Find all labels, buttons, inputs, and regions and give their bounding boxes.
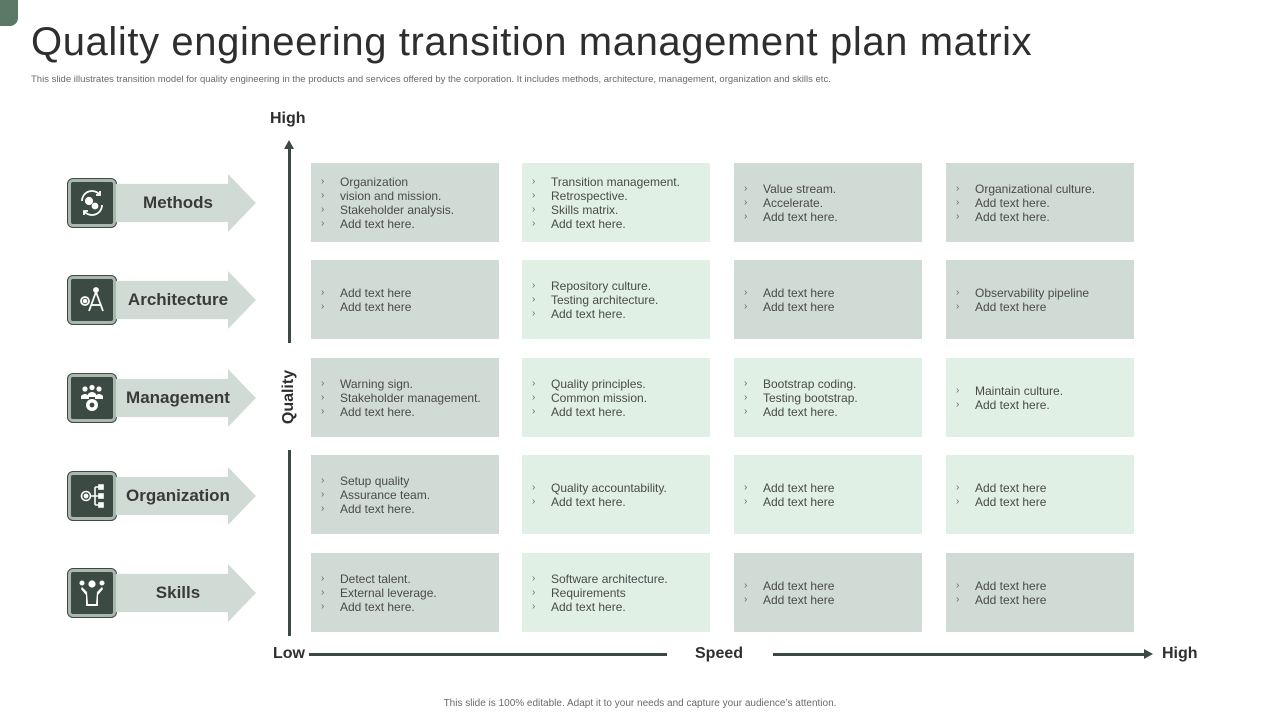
cell-bullet	[956, 495, 1134, 509]
cell-bullet	[532, 307, 710, 321]
cell-bullet-text: External leverage.	[340, 585, 437, 600]
matrix-cell	[734, 455, 922, 534]
cell-bullet-text: Add text here.	[975, 397, 1050, 412]
cell-bullet-text: Warning sign.	[340, 376, 413, 391]
cell-bullet	[321, 586, 499, 600]
matrix-cell	[311, 358, 499, 437]
cell-bullet	[532, 391, 710, 405]
cell-bullet-text: Add text here.	[763, 404, 838, 419]
chevron-right-icon: ›	[321, 203, 325, 215]
x-axis-high-label: High	[1162, 645, 1198, 662]
chevron-right-icon: ›	[321, 405, 325, 417]
x-axis-arrowhead	[1144, 649, 1153, 659]
chevron-right-icon: ›	[321, 377, 325, 389]
cell-bullet-text: Add text here	[763, 285, 835, 300]
cell-bullet	[744, 377, 922, 391]
cell-bullet	[956, 182, 1134, 196]
cell-bullet-text: Skills matrix.	[551, 202, 619, 217]
cell-bullet	[321, 189, 499, 203]
matrix-cell	[311, 260, 499, 339]
matrix-cell	[946, 455, 1134, 534]
y-axis-line-upper	[288, 147, 291, 343]
chevron-right-icon: ›	[532, 307, 536, 319]
chevron-right-icon: ›	[321, 572, 325, 584]
chevron-right-icon: ›	[956, 196, 960, 208]
matrix-cell	[311, 163, 499, 242]
corner-accent	[0, 0, 18, 26]
cell-bullet-text: Requirements	[551, 585, 626, 600]
cell-bullet	[321, 286, 499, 300]
chevron-right-icon: ›	[321, 300, 325, 312]
chevron-right-icon: ›	[744, 182, 748, 194]
chevron-right-icon: ›	[532, 203, 536, 215]
cell-bullet-text: Setup quality	[340, 473, 410, 488]
cell-bullet-text: Detect talent.	[340, 571, 411, 586]
cell-bullet	[956, 196, 1134, 210]
chevron-right-icon: ›	[532, 405, 536, 417]
cell-bullet	[321, 600, 499, 614]
cell-bullet-text: Value stream.	[763, 181, 837, 196]
cell-bullet-text: Add text here	[763, 592, 835, 607]
cell-bullet	[532, 279, 710, 293]
chevron-right-icon: ›	[532, 279, 536, 291]
cell-bullet	[321, 474, 499, 488]
y-axis-high-label: High	[270, 110, 306, 127]
cell-bullet-text: Testing architecture.	[551, 292, 659, 307]
chevron-right-icon: ›	[532, 495, 536, 507]
cell-bullet	[321, 175, 499, 189]
matrix-cell	[946, 358, 1134, 437]
chevron-right-icon: ›	[956, 593, 960, 605]
cell-bullet	[532, 377, 710, 391]
chevron-right-icon: ›	[321, 600, 325, 612]
cell-bullet-text: Quality principles.	[551, 376, 646, 391]
chevron-right-icon: ›	[321, 502, 325, 514]
cell-bullet-text: Testing bootstrap.	[763, 390, 858, 405]
cell-bullet	[744, 405, 922, 419]
cell-bullet	[956, 579, 1134, 593]
org-structure-icon	[68, 472, 116, 520]
chevron-right-icon: ›	[956, 182, 960, 194]
cell-bullet-text: Add text here	[763, 494, 835, 509]
cell-bullet-text: Accelerate.	[763, 195, 824, 210]
chevron-right-icon: ›	[532, 600, 536, 612]
cell-bullet	[956, 210, 1134, 224]
row-label-text: Management	[126, 388, 230, 407]
row-label-management	[68, 369, 258, 427]
cell-bullet	[744, 196, 922, 210]
cell-bullet	[321, 300, 499, 314]
cell-bullet-text: Add text here.	[340, 599, 415, 614]
cell-bullet	[744, 391, 922, 405]
cell-bullet-text: Add text here	[763, 578, 835, 593]
cell-bullet-text: Add text here	[975, 494, 1047, 509]
chevron-right-icon: ›	[321, 488, 325, 500]
chevron-right-icon: ›	[744, 196, 748, 208]
cell-bullet-text: Stakeholder management.	[340, 390, 481, 405]
cell-bullet	[744, 495, 922, 509]
matrix-cell	[522, 163, 710, 242]
matrix-cell	[734, 553, 922, 632]
cell-bullet	[532, 481, 710, 495]
cell-bullet	[321, 502, 499, 516]
matrix-cell	[522, 455, 710, 534]
cell-bullet-text: Repository culture.	[551, 278, 652, 293]
cell-bullet-text: Software architecture.	[551, 571, 668, 586]
cell-bullet-text: Add text here.	[975, 209, 1050, 224]
cell-bullet	[321, 391, 499, 405]
cell-bullet	[321, 488, 499, 502]
y-axis-title: Quality	[280, 369, 297, 425]
cell-bullet-text: Add text here	[763, 299, 835, 314]
chevron-right-icon: ›	[321, 217, 325, 229]
cell-bullet-text: Add text here	[975, 299, 1047, 314]
cell-bullet	[321, 217, 499, 231]
page-title: Quality engineering transition management plan matrix	[31, 20, 1033, 64]
cell-bullet-text: Add text here	[975, 592, 1047, 607]
cell-bullet-text: Bootstrap coding.	[763, 376, 857, 391]
cell-bullet	[744, 286, 922, 300]
matrix-cell	[946, 260, 1134, 339]
cell-bullet	[956, 481, 1134, 495]
cell-bullet	[532, 405, 710, 419]
cell-bullet-text: Add text here	[975, 578, 1047, 593]
cell-bullet	[956, 384, 1134, 398]
x-axis-title: Speed	[695, 645, 744, 662]
chevron-right-icon: ›	[744, 300, 748, 312]
cell-bullet-text: Add text here	[340, 299, 412, 314]
cell-bullet	[532, 600, 710, 614]
y-axis-line-lower	[288, 450, 291, 636]
matrix-cell	[311, 553, 499, 632]
matrix-cell	[522, 358, 710, 437]
page-subtitle: This slide illustrates transition model for quality engineering in the products and services offered by the corporation. It includes methods, architecture, management, organization and skills etc.	[31, 74, 831, 85]
chevron-right-icon: ›	[744, 495, 748, 507]
chevron-right-icon: ›	[321, 189, 325, 201]
chevron-right-icon: ›	[321, 391, 325, 403]
cell-bullet-text: vision and mission.	[340, 188, 442, 203]
chevron-right-icon: ›	[744, 377, 748, 389]
cell-bullet-text: Add text here.	[551, 404, 626, 419]
chevron-right-icon: ›	[744, 481, 748, 493]
cell-bullet-text: Add text here.	[551, 306, 626, 321]
matrix-cell	[311, 455, 499, 534]
cell-bullet	[744, 300, 922, 314]
cell-bullet-text: Add text here	[975, 480, 1047, 495]
row-label-text: Organization	[126, 486, 230, 505]
matrix-cell	[734, 163, 922, 242]
x-axis-low-label: Low	[273, 645, 305, 662]
cell-bullet	[532, 586, 710, 600]
compass-gear-icon	[68, 276, 116, 324]
row-label-architecture	[68, 271, 258, 329]
cell-bullet-text: Add text here.	[551, 216, 626, 231]
row-label-organization	[68, 467, 258, 525]
cell-bullet	[956, 593, 1134, 607]
cell-bullet-text: Add text here.	[763, 209, 838, 224]
chevron-right-icon: ›	[956, 579, 960, 591]
cell-bullet	[532, 203, 710, 217]
cell-bullet-text: Maintain culture.	[975, 383, 1064, 398]
chevron-right-icon: ›	[321, 474, 325, 486]
matrix-cell	[734, 358, 922, 437]
cell-bullet	[532, 217, 710, 231]
cell-bullet	[956, 398, 1134, 412]
chevron-right-icon: ›	[532, 586, 536, 598]
cell-bullet	[532, 175, 710, 189]
cell-bullet-text: Add text here.	[975, 195, 1050, 210]
chevron-right-icon: ›	[744, 210, 748, 222]
cell-bullet-text: Organizational culture.	[975, 181, 1096, 196]
chevron-right-icon: ›	[956, 286, 960, 298]
cell-bullet	[532, 572, 710, 586]
chevron-right-icon: ›	[532, 391, 536, 403]
chevron-right-icon: ›	[321, 586, 325, 598]
chevron-right-icon: ›	[532, 175, 536, 187]
cell-bullet	[532, 293, 710, 307]
chevron-right-icon: ›	[532, 377, 536, 389]
row-label-methods	[68, 174, 258, 232]
chevron-right-icon: ›	[744, 286, 748, 298]
row-label-text: Architecture	[127, 290, 229, 309]
cell-bullet-text: Add text here.	[340, 501, 415, 516]
cell-bullet	[956, 286, 1134, 300]
chevron-right-icon: ›	[744, 579, 748, 591]
chevron-right-icon: ›	[532, 217, 536, 229]
cell-bullet-text: Add text here.	[551, 599, 626, 614]
row-label-skills	[68, 564, 258, 622]
cell-bullet-text: Transition management.	[551, 174, 680, 189]
matrix-cell	[946, 553, 1134, 632]
cell-bullet-text: Assurance team.	[340, 487, 431, 502]
cell-bullet	[956, 300, 1134, 314]
matrix-cell	[522, 553, 710, 632]
chevron-right-icon: ›	[956, 495, 960, 507]
footer-note: This slide is 100% editable. Adapt it to your needs and capture your audience’s attention.	[443, 698, 837, 709]
chevron-right-icon: ›	[744, 593, 748, 605]
chevron-right-icon: ›	[321, 286, 325, 298]
cell-bullet-text: Add text here.	[340, 404, 415, 419]
chevron-right-icon: ›	[532, 481, 536, 493]
row-label-text: Methods	[143, 193, 213, 212]
cell-bullet	[321, 203, 499, 217]
person-gear-icon	[68, 569, 116, 617]
cell-bullet	[744, 481, 922, 495]
cell-bullet	[744, 593, 922, 607]
x-axis-line-right	[773, 653, 1145, 656]
chevron-right-icon: ›	[532, 293, 536, 305]
cell-bullet	[744, 210, 922, 224]
cell-bullet-text: Stakeholder analysis.	[340, 202, 455, 217]
chevron-right-icon: ›	[956, 398, 960, 410]
cell-bullet	[744, 579, 922, 593]
chevron-right-icon: ›	[956, 300, 960, 312]
team-gear-icon	[68, 374, 116, 422]
cell-bullet-text: Retrospective.	[551, 188, 628, 203]
cell-bullet-text: Organization	[340, 174, 409, 189]
row-label-text: Skills	[155, 583, 201, 602]
cell-bullet-text: Add text here	[763, 480, 835, 495]
cell-bullet-text: Observability pipeline	[975, 285, 1090, 300]
cell-bullet	[321, 377, 499, 391]
cell-bullet	[744, 182, 922, 196]
chevron-right-icon: ›	[532, 189, 536, 201]
cell-bullet	[321, 572, 499, 586]
chevron-right-icon: ›	[956, 481, 960, 493]
matrix-cell	[946, 163, 1134, 242]
chevron-right-icon: ›	[744, 405, 748, 417]
chevron-right-icon: ›	[744, 391, 748, 403]
cell-bullet	[321, 405, 499, 419]
cell-bullet-text: Add text here.	[551, 494, 626, 509]
cell-bullet	[532, 495, 710, 509]
matrix-cell	[522, 260, 710, 339]
cell-bullet-text: Quality accountability.	[551, 480, 667, 495]
cell-bullet-text: Common mission.	[551, 390, 648, 405]
gears-cycle-icon	[68, 179, 116, 227]
x-axis-line-left	[309, 653, 667, 656]
cell-bullet	[532, 189, 710, 203]
chevron-right-icon: ›	[321, 175, 325, 187]
chevron-right-icon: ›	[532, 572, 536, 584]
matrix-cell	[734, 260, 922, 339]
chevron-right-icon: ›	[956, 384, 960, 396]
cell-bullet-text: Add text here	[340, 285, 412, 300]
cell-bullet-text: Add text here.	[340, 216, 415, 231]
chevron-right-icon: ›	[956, 210, 960, 222]
